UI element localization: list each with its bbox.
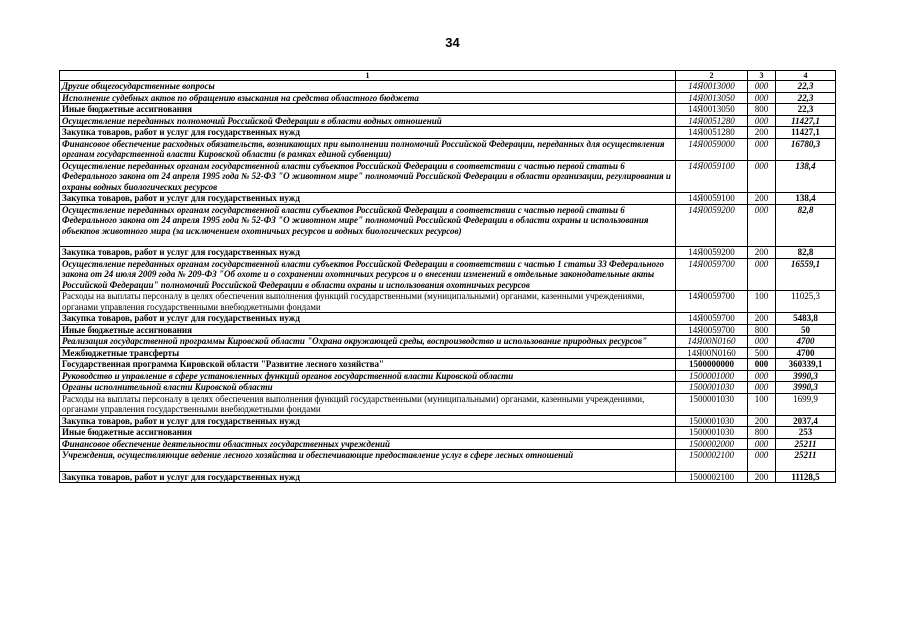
table-row <box>60 193 836 205</box>
row-code: 14Я00N0160 <box>676 336 748 348</box>
row-type: 000 <box>748 258 776 291</box>
header-col-3: 3 <box>748 71 776 81</box>
row-name: Другие общегосударственные вопросы <box>60 81 676 93</box>
table-row <box>60 92 836 104</box>
row-type: 500 <box>748 347 776 359</box>
table-row <box>60 382 836 394</box>
row-type: 000 <box>748 81 776 93</box>
row-amount: 22,3 <box>776 104 836 116</box>
row-amount: 50 <box>776 324 836 336</box>
page-number: 34 <box>445 35 460 50</box>
row-code: 1500001030 <box>676 415 748 427</box>
row-code: 1500002000 <box>676 438 748 450</box>
row-type: 000 <box>748 160 776 193</box>
row-name: Осуществление переданных органам государственной власти субъектов Российской Федерации в соответствии с частью первой статьи 6 Федерального закона от 24 апреля 1995 года № 52-ФЗ "О животном мире" полномочий Российской Федерации в области организации, регулирования и охраны водных биологических ресурсов <box>60 160 676 193</box>
table-row <box>60 247 836 259</box>
row-amount: 138,4 <box>776 193 836 205</box>
row-name: Иные бюджетные ассигнования <box>60 324 676 336</box>
row-code: 14Я0059100 <box>676 160 748 193</box>
table-row <box>60 438 836 450</box>
header-col-1: 1 <box>60 71 676 81</box>
row-amount: 11427,1 <box>776 127 836 139</box>
table-row <box>60 115 836 127</box>
table-row <box>60 359 836 371</box>
row-name: Государственная программа Кировской области "Развитие лесного хозяйства" <box>60 359 676 371</box>
row-type: 800 <box>748 427 776 439</box>
row-type: 000 <box>748 138 776 160</box>
table-row <box>60 324 836 336</box>
row-type: 000 <box>748 336 776 348</box>
row-code: 14Я0059700 <box>676 291 748 313</box>
row-name: Осуществление переданных органам государственной власти субъектов Российской Федерации в соответствии с частью первой статьи 6 Федерального закона от 24 апреля 1995 года № 52-ФЗ "О животном мире" полномочий Российской Федерации в области охраны и использования объектов животного мира (за исключением охотничьих ресурсов и водных биологических ресурсов) <box>60 204 676 247</box>
row-amount: 25211 <box>776 438 836 450</box>
row-amount: 4700 <box>776 336 836 348</box>
row-amount: 5483,8 <box>776 313 836 325</box>
row-name: Закупка товаров, работ и услуг для государственных нужд <box>60 127 676 139</box>
row-code: 14Я0059200 <box>676 204 748 247</box>
row-code: 1500002100 <box>676 450 748 472</box>
row-amount: 3990,3 <box>776 382 836 394</box>
row-name: Органы исполнительной власти Кировской области <box>60 382 676 394</box>
row-amount: 11025,3 <box>776 291 836 313</box>
row-amount: 2037,4 <box>776 415 836 427</box>
row-code: 14Я0013050 <box>676 92 748 104</box>
header-col-2: 2 <box>676 71 748 81</box>
row-amount: 82,8 <box>776 204 836 247</box>
table-row <box>60 393 836 415</box>
row-name: Иные бюджетные ассигнования <box>60 427 676 439</box>
table-body <box>60 81 836 483</box>
row-code: 14Я0059100 <box>676 193 748 205</box>
row-type: 000 <box>748 450 776 472</box>
row-code: 14Я0059200 <box>676 247 748 259</box>
row-code: 1500000000 <box>676 359 748 371</box>
row-code: 14Я0051280 <box>676 115 748 127</box>
row-amount: 4700 <box>776 347 836 359</box>
table-row <box>60 138 836 160</box>
row-name: Закупка товаров, работ и услуг для государственных нужд <box>60 247 676 259</box>
row-code: 1500002100 <box>676 471 748 483</box>
row-name: Осуществление переданных полномочий Российской Федерации в области водных отношений <box>60 115 676 127</box>
row-amount: 82,8 <box>776 247 836 259</box>
row-amount: 3990,3 <box>776 370 836 382</box>
row-name: Закупка товаров, работ и услуг для государственных нужд <box>60 193 676 205</box>
table-row <box>60 313 836 325</box>
row-amount: 360339,1 <box>776 359 836 371</box>
budget-table <box>59 70 836 483</box>
row-name: Межбюджетные трансферты <box>60 347 676 359</box>
row-type: 100 <box>748 291 776 313</box>
table-row <box>60 427 836 439</box>
row-amount: 11128,5 <box>776 471 836 483</box>
table-row <box>60 336 836 348</box>
table-row <box>60 204 836 247</box>
header-col-4: 4 <box>776 71 836 81</box>
row-code: 14Я00N0160 <box>676 347 748 359</box>
row-type: 800 <box>748 324 776 336</box>
table-row <box>60 127 836 139</box>
row-type: 000 <box>748 370 776 382</box>
row-type: 000 <box>748 438 776 450</box>
row-code: 14Я0013000 <box>676 81 748 93</box>
row-type: 000 <box>748 115 776 127</box>
row-type: 200 <box>748 193 776 205</box>
row-amount: 1699,9 <box>776 393 836 415</box>
row-amount: 22,3 <box>776 81 836 93</box>
table-row <box>60 104 836 116</box>
row-name: Закупка товаров, работ и услуг для государственных нужд <box>60 471 676 483</box>
row-code: 14Я0059700 <box>676 313 748 325</box>
row-name: Исполнение судебных актов по обращению взыскания на средства областного бюджета <box>60 92 676 104</box>
row-amount: 22,3 <box>776 92 836 104</box>
row-code: 1500001030 <box>676 382 748 394</box>
row-amount: 16780,3 <box>776 138 836 160</box>
row-type: 200 <box>748 471 776 483</box>
row-name: Расходы на выплаты персоналу в целях обеспечения выполнения функций государственными (муниципальными) органами, казенными учреждениями, органами управления государственными внебюджетными фондами <box>60 291 676 313</box>
row-type: 200 <box>748 415 776 427</box>
row-type: 000 <box>748 92 776 104</box>
row-name: Иные бюджетные ассигнования <box>60 104 676 116</box>
table-row <box>60 415 836 427</box>
table-row <box>60 258 836 291</box>
row-type: 200 <box>748 127 776 139</box>
row-name: Финансовое обеспечение расходных обязательств, возникающих при выполнении полномочий Российской Федерации, переданных для осуществления органам государственной власти Кировской области (в рамках единой субвенции) <box>60 138 676 160</box>
row-type: 000 <box>748 204 776 247</box>
row-amount: 138,4 <box>776 160 836 193</box>
row-amount: 16559,1 <box>776 258 836 291</box>
row-name: Закупка товаров, работ и услуг для государственных нужд <box>60 415 676 427</box>
row-code: 1500001030 <box>676 393 748 415</box>
row-type: 800 <box>748 104 776 116</box>
table-row <box>60 291 836 313</box>
row-name: Осуществление переданных органам государственной власти субъектов Российской Федерации в соответствии с частью 1 статьи 33 Федерального закона от 24 июля 2009 года № 209-ФЗ "Об охоте и о сохранении охотничьих ресурсов и о внесении изменений в отдельные законодательные акты Российской Федерации" полномочий Российской Федерации в области охраны и использования охотничьих ресурсов <box>60 258 676 291</box>
row-name: Учреждения, осуществляющие ведение лесного хозяйства и обеспечивающие предоставление услуг в сфере лесных отношений <box>60 450 676 472</box>
row-type: 000 <box>748 359 776 371</box>
row-name: Финансовое обеспечение деятельности областных государственных учреждений <box>60 438 676 450</box>
row-code: 14Я0059700 <box>676 258 748 291</box>
row-name: Расходы на выплаты персоналу в целях обеспечения выполнения функций государственными (муниципальными) органами, казенными учреждениями, органами управления государственными внебюджетными фондами <box>60 393 676 415</box>
table-row <box>60 81 836 93</box>
table-header-row <box>60 71 836 81</box>
table-row <box>60 347 836 359</box>
row-type: 000 <box>748 382 776 394</box>
table-row <box>60 370 836 382</box>
row-name: Реализация государственной программы Кировской области "Охрана окружающей среды, воспроизводство и использование природных ресурсов" <box>60 336 676 348</box>
table-row <box>60 450 836 472</box>
table-row <box>60 471 836 483</box>
row-type: 200 <box>748 313 776 325</box>
row-amount: 253 <box>776 427 836 439</box>
row-amount: 25211 <box>776 450 836 472</box>
row-type: 100 <box>748 393 776 415</box>
row-code: 1500001030 <box>676 427 748 439</box>
row-code: 14Я0013050 <box>676 104 748 116</box>
row-code: 14Я0051280 <box>676 127 748 139</box>
row-code: 1500001000 <box>676 370 748 382</box>
row-name: Закупка товаров, работ и услуг для государственных нужд <box>60 313 676 325</box>
row-amount: 11427,1 <box>776 115 836 127</box>
table-row <box>60 160 836 193</box>
row-code: 14Я0059000 <box>676 138 748 160</box>
row-type: 200 <box>748 247 776 259</box>
row-name: Руководство и управление в сфере установленных функций органов государственной власти Кировской области <box>60 370 676 382</box>
row-code: 14Я0059700 <box>676 324 748 336</box>
